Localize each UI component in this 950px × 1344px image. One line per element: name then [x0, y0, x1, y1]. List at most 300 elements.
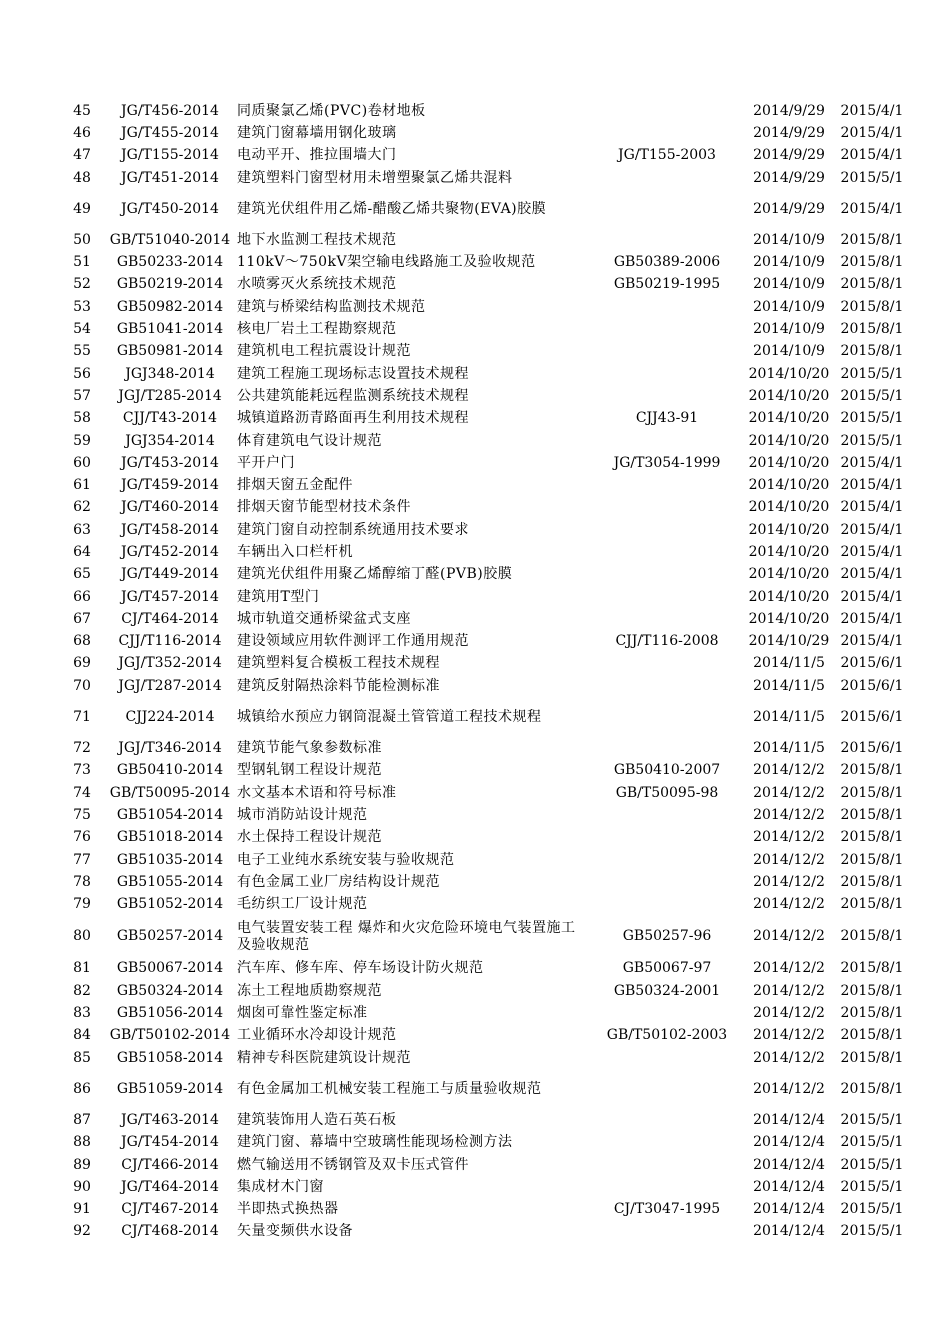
effective-date — [836, 408, 908, 430]
row-number — [58, 274, 106, 296]
publish-date — [744, 100, 834, 122]
standard-code-text: JG/T460-2014 — [121, 499, 219, 516]
publish-date — [744, 385, 834, 407]
effective-date-text: 2015/8/1 — [840, 231, 904, 248]
publish-date-text: 2014/12/2 — [753, 1049, 825, 1066]
standard-code — [108, 408, 232, 430]
standard-code — [108, 631, 232, 653]
row-number — [58, 958, 106, 980]
table-row — [0, 100, 950, 122]
standard-code-text: GB51041-2014 — [116, 321, 224, 338]
standard-code-text: CJ/T468-2014 — [121, 1223, 219, 1240]
publish-date — [744, 737, 834, 759]
standard-name — [237, 167, 582, 189]
standard-code — [108, 697, 232, 737]
row-number — [58, 452, 106, 474]
publish-date — [744, 697, 834, 737]
publish-date — [744, 497, 834, 519]
replaced-standard — [594, 122, 740, 144]
row-number-text: 50 — [73, 231, 91, 248]
row-number-text: 84 — [73, 1027, 91, 1044]
standard-name — [237, 916, 582, 958]
effective-date — [836, 1069, 908, 1109]
effective-date — [836, 782, 908, 804]
publish-date-text: 2014/10/9 — [753, 343, 825, 360]
standard-name — [237, 1109, 582, 1131]
effective-date — [836, 341, 908, 363]
publish-date-text: 2014/9/29 — [753, 124, 825, 141]
effective-date — [836, 145, 908, 167]
row-number — [58, 1002, 106, 1024]
standard-name-text: 建筑装饰用人造石英石板 — [237, 1111, 397, 1128]
standard-name-text: 110kV～750kV架空输电线路施工及验收规范 — [237, 254, 536, 271]
row-number — [58, 251, 106, 273]
publish-date — [744, 564, 834, 586]
row-number — [58, 1198, 106, 1220]
standard-code-text: GB51018-2014 — [116, 829, 224, 846]
standard-name-text: 工业循环水冷却设计规范 — [237, 1027, 397, 1044]
standard-code — [108, 564, 232, 586]
standard-code-text: JGJ354-2014 — [125, 432, 215, 449]
standard-code — [108, 1047, 232, 1069]
standard-name-text: 地下水监测工程技术规范 — [237, 231, 397, 248]
standard-name-text: 城市轨道交通桥梁盆式支座 — [237, 610, 411, 627]
standard-code-text: JG/T451-2014 — [121, 169, 219, 186]
publish-date-text: 2014/12/2 — [753, 762, 825, 779]
standard-code-text: CJJ/T43-2014 — [122, 410, 218, 427]
publish-date-text: 2014/12/2 — [753, 960, 825, 977]
effective-date — [836, 827, 908, 849]
effective-date-text: 2015/5/1 — [840, 432, 904, 449]
standard-name — [237, 1198, 582, 1220]
row-number — [58, 1047, 106, 1069]
publish-date-text: 2014/10/9 — [753, 276, 825, 293]
standard-code — [108, 100, 232, 122]
standard-name-text: 核电厂岩土工程勘察规范 — [237, 321, 397, 338]
effective-date — [836, 296, 908, 318]
replaced-standard — [594, 1154, 740, 1176]
row-number-text: 88 — [73, 1134, 91, 1151]
effective-date-text: 2015/4/1 — [840, 588, 904, 605]
standard-code — [108, 586, 232, 608]
row-number-text: 74 — [73, 784, 91, 801]
standard-name-text: 电子工业纯水系统安装与验收规范 — [237, 851, 455, 868]
table-row — [0, 1176, 950, 1198]
row-number-text: 81 — [73, 960, 91, 977]
publish-date — [744, 916, 834, 958]
replaced-standard — [594, 916, 740, 958]
standard-name-text: 建筑光伏组件用聚乙烯醇缩丁醛(PVB)胶膜 — [237, 566, 513, 583]
standard-name-text: 水喷雾灭火系统技术规范 — [237, 276, 397, 293]
row-number-text: 61 — [73, 477, 91, 494]
effective-date — [836, 697, 908, 737]
standard-name-text: 公共建筑能耗远程监测系统技术规程 — [237, 387, 469, 404]
replaced-standard — [594, 980, 740, 1002]
effective-date-text: 2015/6/1 — [840, 677, 904, 694]
standard-code-text: JG/T459-2014 — [121, 477, 219, 494]
row-number-text: 51 — [73, 254, 91, 271]
table-row — [0, 318, 950, 340]
row-number — [58, 189, 106, 229]
standards-table — [0, 100, 950, 1243]
publish-date — [744, 167, 834, 189]
effective-date-text: 2015/4/1 — [840, 147, 904, 164]
table-row — [0, 871, 950, 893]
publish-date — [744, 653, 834, 675]
standard-name — [237, 430, 582, 452]
standard-code-text: CJJ224-2014 — [125, 708, 215, 725]
row-number-text: 59 — [73, 432, 91, 449]
effective-date — [836, 385, 908, 407]
effective-date — [836, 497, 908, 519]
standard-name — [237, 229, 582, 251]
row-number-text: 92 — [73, 1223, 91, 1240]
standard-name-text: 同质聚氯乙烯(PVC)卷材地板 — [237, 102, 426, 119]
replaced-standard — [594, 363, 740, 385]
standard-name — [237, 363, 582, 385]
replaced-standard-text: GB50257-96 — [622, 928, 712, 945]
row-number-text: 77 — [73, 851, 91, 868]
publish-date-text: 2014/10/9 — [753, 231, 825, 248]
effective-date-text: 2015/4/1 — [840, 521, 904, 538]
effective-date-text: 2015/5/1 — [840, 169, 904, 186]
effective-date-text: 2015/8/1 — [840, 928, 904, 945]
row-number — [58, 229, 106, 251]
row-number — [58, 167, 106, 189]
replaced-standard — [594, 274, 740, 296]
standard-code — [108, 804, 232, 826]
row-number-text: 53 — [73, 298, 91, 315]
publish-date — [744, 519, 834, 541]
standard-code — [108, 760, 232, 782]
publish-date-text: 2014/12/2 — [753, 873, 825, 890]
standard-name-text: 型钢轧钢工程设计规范 — [237, 762, 382, 779]
table-row — [0, 958, 950, 980]
effective-date-text: 2015/8/1 — [840, 851, 904, 868]
standard-code — [108, 122, 232, 144]
table-row — [0, 1198, 950, 1220]
effective-date — [836, 189, 908, 229]
publish-date — [744, 827, 834, 849]
table-row — [0, 1109, 950, 1131]
standard-name — [237, 1047, 582, 1069]
replaced-standard-text: GB50219-1995 — [613, 276, 721, 293]
publish-date — [744, 1176, 834, 1198]
table-row — [0, 980, 950, 1002]
row-number — [58, 408, 106, 430]
row-number — [58, 145, 106, 167]
table-row — [0, 519, 950, 541]
standard-name-text: 排烟天窗节能型材技术条件 — [237, 499, 411, 516]
replaced-standard — [594, 737, 740, 759]
row-number-text: 64 — [73, 543, 91, 560]
effective-date-text: 2015/8/1 — [840, 896, 904, 913]
replaced-standard — [594, 958, 740, 980]
table-row — [0, 586, 950, 608]
standard-code-text: JG/T455-2014 — [121, 124, 219, 141]
row-number — [58, 586, 106, 608]
publish-date — [744, 631, 834, 653]
standard-code-text: GB51052-2014 — [116, 896, 224, 913]
replaced-standard — [594, 1176, 740, 1198]
standard-name — [237, 497, 582, 519]
standard-name — [237, 737, 582, 759]
publish-date-text: 2014/9/29 — [753, 147, 825, 164]
standard-name-text: 城镇道路沥青路面再生利用技术规程 — [237, 410, 469, 427]
row-number-text: 66 — [73, 588, 91, 605]
replaced-standard — [594, 341, 740, 363]
standard-code-text: JG/T464-2014 — [121, 1178, 219, 1195]
standard-code-text: GB50257-2014 — [116, 928, 224, 945]
row-number — [58, 363, 106, 385]
publish-date-text: 2014/12/4 — [753, 1156, 825, 1173]
effective-date — [836, 229, 908, 251]
replaced-standard — [594, 497, 740, 519]
publish-date — [744, 1221, 834, 1243]
effective-date — [836, 737, 908, 759]
standard-name — [237, 675, 582, 697]
replaced-standard-text: CJJ43-91 — [635, 410, 699, 427]
standard-name — [237, 653, 582, 675]
standard-code — [108, 737, 232, 759]
replaced-standard — [594, 189, 740, 229]
publish-date — [744, 1069, 834, 1109]
publish-date — [744, 145, 834, 167]
row-number-text: 58 — [73, 410, 91, 427]
standard-code-text: JG/T449-2014 — [121, 566, 219, 583]
publish-date — [744, 229, 834, 251]
standard-code-text: JGJ/T352-2014 — [118, 655, 222, 672]
publish-date — [744, 541, 834, 563]
standard-code — [108, 871, 232, 893]
table-row — [0, 804, 950, 826]
standard-code — [108, 1002, 232, 1024]
publish-date-text: 2014/10/9 — [753, 298, 825, 315]
effective-date — [836, 760, 908, 782]
effective-date — [836, 894, 908, 916]
publish-date — [744, 474, 834, 496]
row-number-text: 79 — [73, 896, 91, 913]
effective-date — [836, 452, 908, 474]
publish-date — [744, 1002, 834, 1024]
effective-date-text: 2015/8/1 — [840, 1049, 904, 1066]
table-row — [0, 408, 950, 430]
row-number-text: 49 — [73, 200, 91, 217]
effective-date-text: 2015/4/1 — [840, 499, 904, 516]
effective-date-text: 2015/4/1 — [840, 610, 904, 627]
effective-date — [836, 608, 908, 630]
standard-name-text: 建筑用T型门 — [237, 588, 320, 605]
replaced-standard — [594, 519, 740, 541]
publish-date — [744, 189, 834, 229]
publish-date — [744, 1154, 834, 1176]
publish-date — [744, 586, 834, 608]
standard-code — [108, 1025, 232, 1047]
effective-date — [836, 631, 908, 653]
table-row — [0, 631, 950, 653]
standard-name — [237, 100, 582, 122]
publish-date — [744, 1198, 834, 1220]
standard-code-text: JG/T454-2014 — [121, 1134, 219, 1151]
effective-date-text: 2015/8/1 — [840, 960, 904, 977]
effective-date-text: 2015/8/1 — [840, 829, 904, 846]
publish-date — [744, 363, 834, 385]
row-number-text: 48 — [73, 169, 91, 186]
replaced-standard-text: JG/T155-2003 — [618, 147, 716, 164]
row-number — [58, 849, 106, 871]
publish-date-text: 2014/10/20 — [748, 477, 830, 494]
row-number — [58, 737, 106, 759]
standard-code — [108, 167, 232, 189]
standard-code-text: GB51059-2014 — [116, 1080, 224, 1097]
replaced-standard — [594, 871, 740, 893]
standard-name — [237, 849, 582, 871]
replaced-standard — [594, 804, 740, 826]
standard-name — [237, 782, 582, 804]
standard-code — [108, 363, 232, 385]
row-number-text: 87 — [73, 1111, 91, 1128]
standard-code — [108, 251, 232, 273]
standard-name-text: 建设领域应用软件测评工作通用规范 — [237, 633, 469, 650]
standard-code-text: CJ/T464-2014 — [121, 610, 219, 627]
standard-code — [108, 675, 232, 697]
effective-date-text: 2015/6/1 — [840, 655, 904, 672]
replaced-standard — [594, 408, 740, 430]
standard-name — [237, 385, 582, 407]
effective-date — [836, 363, 908, 385]
table-row — [0, 1132, 950, 1154]
table-row — [0, 894, 950, 916]
replaced-standard — [594, 318, 740, 340]
standard-name-text: 汽车库、修车库、停车场设计防火规范 — [237, 960, 484, 977]
standard-name-text: 车辆出入口栏杆机 — [237, 543, 353, 560]
effective-date — [836, 1109, 908, 1131]
publish-date-text: 2014/10/20 — [748, 365, 830, 382]
standard-code — [108, 894, 232, 916]
effective-date-text: 2015/4/1 — [840, 543, 904, 560]
effective-date-text: 2015/8/1 — [840, 1080, 904, 1097]
standard-code — [108, 452, 232, 474]
standard-code-text: GB/T50095-2014 — [109, 784, 231, 801]
effective-date-text: 2015/8/1 — [840, 321, 904, 338]
publish-date — [744, 1132, 834, 1154]
standard-name-text: 城镇给水预应力钢筒混凝土管管道工程技术规程 — [237, 708, 542, 725]
standard-name — [237, 1132, 582, 1154]
standard-name-text: 城市消防站设计规范 — [237, 806, 368, 823]
standard-name-text: 建筑塑料复合模板工程技术规程 — [237, 655, 440, 672]
standard-name — [237, 827, 582, 849]
effective-date-text: 2015/8/1 — [840, 806, 904, 823]
table-row — [0, 497, 950, 519]
standard-code-text: JG/T450-2014 — [121, 200, 219, 217]
row-number-text: 89 — [73, 1156, 91, 1173]
row-number — [58, 653, 106, 675]
effective-date — [836, 1198, 908, 1220]
standard-code — [108, 653, 232, 675]
effective-date-text: 2015/5/1 — [840, 1134, 904, 1151]
standard-name-text: 建筑与桥梁结构监测技术规范 — [237, 298, 426, 315]
publish-date-text: 2014/12/2 — [753, 829, 825, 846]
replaced-standard-text: GB50410-2007 — [613, 762, 721, 779]
effective-date-text: 2015/5/1 — [840, 1223, 904, 1240]
replaced-standard — [594, 430, 740, 452]
row-number-text: 82 — [73, 982, 91, 999]
standard-code-text: GB50233-2014 — [116, 254, 224, 271]
replaced-standard — [594, 1132, 740, 1154]
standard-code-text: GB50982-2014 — [116, 298, 224, 315]
effective-date-text: 2015/5/1 — [840, 365, 904, 382]
replaced-standard — [594, 452, 740, 474]
standard-name — [237, 1025, 582, 1047]
effective-date-text: 2015/8/1 — [840, 298, 904, 315]
publish-date — [744, 782, 834, 804]
publish-date-text: 2014/12/4 — [753, 1223, 825, 1240]
replaced-standard — [594, 1109, 740, 1131]
standard-name-text: 电动平开、推拉围墙大门 — [237, 147, 397, 164]
standard-code-text: GB51058-2014 — [116, 1049, 224, 1066]
standard-name-text: 有色金属加工机械安装工程施工与质量验收规范 — [237, 1080, 542, 1097]
row-number — [58, 497, 106, 519]
standard-name-text: 电气装置安装工程 爆炸和火灾危险环境电气装置施工及验收规范 — [237, 919, 576, 953]
standard-code-text: GB/T51040-2014 — [109, 231, 231, 248]
standard-code — [108, 274, 232, 296]
standard-name — [237, 631, 582, 653]
standard-name — [237, 1221, 582, 1243]
effective-date — [836, 519, 908, 541]
publish-date-text: 2014/10/20 — [748, 454, 830, 471]
standard-code-text: JG/T453-2014 — [121, 454, 219, 471]
effective-date — [836, 541, 908, 563]
table-row — [0, 564, 950, 586]
effective-date — [836, 1002, 908, 1024]
standard-name-text: 建筑工程施工现场标志设置技术规程 — [237, 365, 469, 382]
table-row — [0, 675, 950, 697]
replaced-standard — [594, 827, 740, 849]
standard-name — [237, 980, 582, 1002]
effective-date — [836, 1025, 908, 1047]
table-row — [0, 1069, 950, 1109]
table-row — [0, 760, 950, 782]
effective-date-text: 2015/5/1 — [840, 1201, 904, 1218]
replaced-standard-text: JG/T3054-1999 — [613, 454, 721, 471]
replaced-standard — [594, 1198, 740, 1220]
standard-code — [108, 1198, 232, 1220]
publish-date-text: 2014/10/9 — [753, 321, 825, 338]
table-row — [0, 737, 950, 759]
effective-date — [836, 430, 908, 452]
table-row — [0, 167, 950, 189]
replaced-standard — [594, 474, 740, 496]
effective-date-text: 2015/5/1 — [840, 1178, 904, 1195]
effective-date — [836, 653, 908, 675]
row-number-text: 75 — [73, 806, 91, 823]
row-number-text: 72 — [73, 740, 91, 757]
publish-date-text: 2014/11/5 — [753, 708, 825, 725]
publish-date-text: 2014/10/9 — [753, 254, 825, 271]
replaced-standard-text: CJ/T3047-1995 — [613, 1201, 721, 1218]
table-row — [0, 1154, 950, 1176]
replaced-standard — [594, 631, 740, 653]
table-row — [0, 1002, 950, 1024]
row-number-text: 80 — [73, 928, 91, 945]
standard-name — [237, 122, 582, 144]
effective-date-text: 2015/4/1 — [840, 200, 904, 217]
standard-code — [108, 318, 232, 340]
effective-date-text: 2015/4/1 — [840, 633, 904, 650]
row-number — [58, 1176, 106, 1198]
effective-date — [836, 167, 908, 189]
publish-date — [744, 760, 834, 782]
